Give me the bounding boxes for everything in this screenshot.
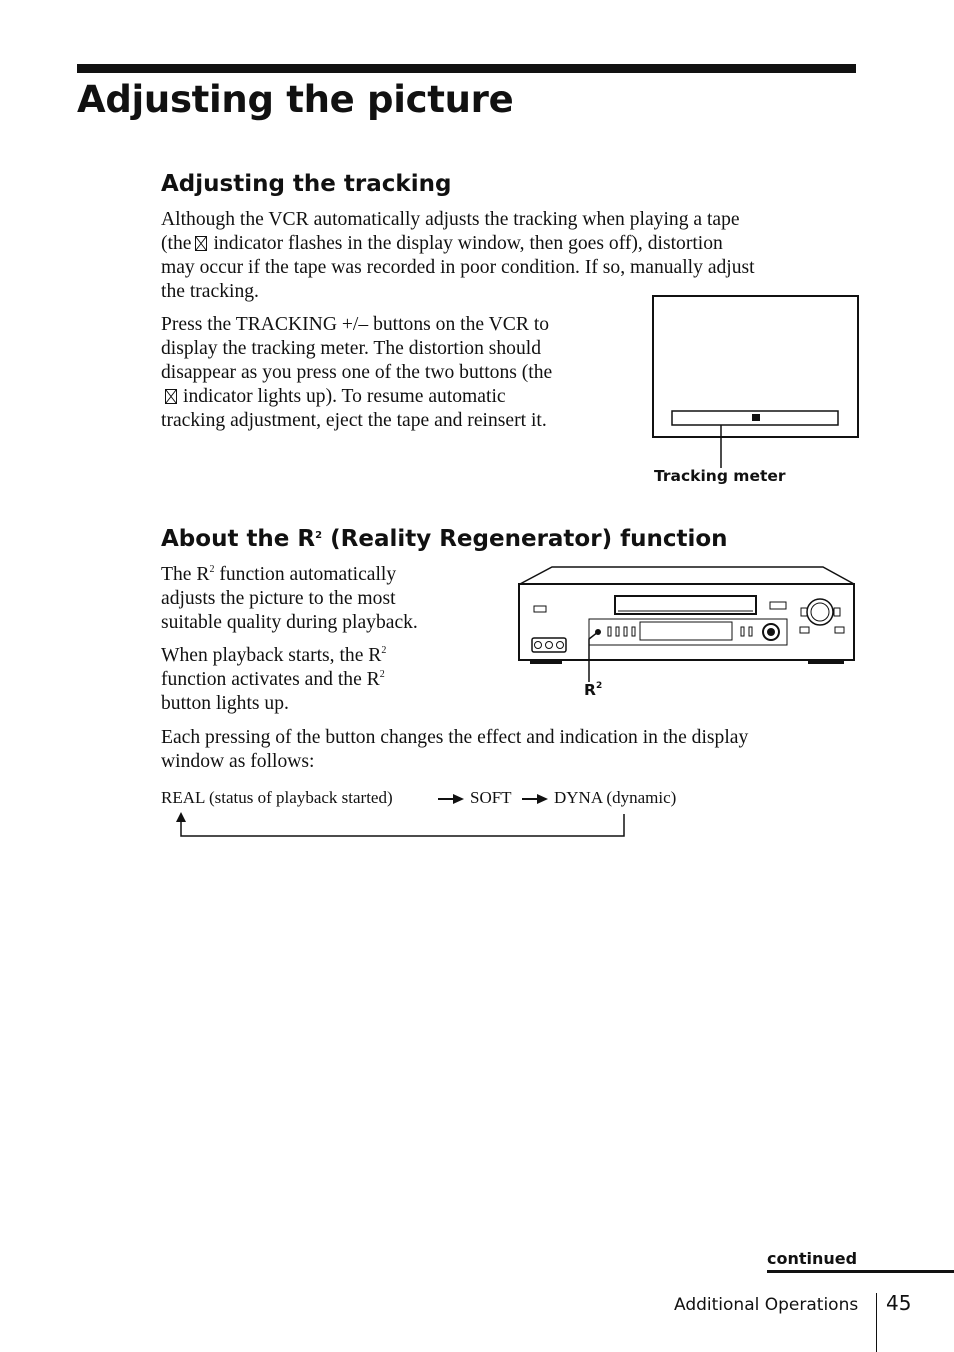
text-fragment: indicator lights up). To resume automatic [183,386,506,407]
r2-paragraph-1 [161,563,481,635]
text-line: adjusts the picture to the most [161,588,396,609]
text-fragment: The R [161,564,210,585]
vcr-foot [808,660,844,664]
text-line: tracking adjustment, eject the tape and reinsert it. [161,410,547,431]
footer-divider [876,1293,877,1352]
text-line: window as follows: [161,751,315,772]
superscript: 2 [209,564,215,575]
arrow-right-icon [437,792,465,806]
title-rule [77,64,856,73]
tracking-indicator-icon [165,389,177,404]
text-line [161,668,481,692]
vcr-foot [530,660,562,664]
tracking-meter-figure [650,294,862,470]
text-line: Press the TRACKING +/– buttons on the VCR to [161,314,550,335]
text-fragment: function activates and the R [161,669,380,690]
loop-back-arrow [172,810,630,840]
continued-label: continued [767,1249,858,1268]
text-line: disappear as you press one of the two buttons (the [161,362,553,383]
superscript: 2 [595,681,603,691]
page-number: 45 [886,1291,912,1315]
superscript: 2 [379,669,385,680]
tracking-meter-marker [752,414,760,421]
text-line [161,232,861,256]
text-line: may occur if the tape was recorded in poor condition. If so, manually adjust [161,257,755,278]
footer-section-name: Additional Operations [674,1295,859,1315]
r2-button-label [584,681,602,699]
r2-paragraph-2 [161,644,481,716]
text-line [161,644,481,668]
text-line: suitable quality during playback. [161,612,418,633]
jog-knob-center [767,628,775,636]
r2-paragraph-3 [161,726,861,774]
text-line [161,385,631,409]
sequence-step-soft: SOFT [470,788,512,807]
tracking-meter-label: Tracking meter [654,467,786,485]
superscript: 2 [315,530,323,541]
label-fragment: R [584,681,596,699]
heading-fragment: About the R [161,526,316,552]
tracking-paragraph-2 [161,313,631,433]
text-fragment: (the [161,233,192,254]
text-line: Each pressing of the button changes the effect and indication in the display [161,727,749,748]
text-fragment: When playback starts, the R [161,645,382,666]
text-line: display the tracking meter. The distortion should [161,338,542,359]
text-line: the tracking. [161,281,259,302]
tracking-paragraph-1 [161,208,861,304]
sequence-step-real: REAL (status of playback started) [161,788,393,807]
tracking-indicator-icon [195,236,207,251]
text-line: Although the VCR automatically adjusts the tracking when playing a tape [161,209,740,230]
vcr-front-panel-figure [516,564,858,696]
sequence-step-dyna: DYNA (dynamic) [554,788,677,807]
text-fragment: indicator flashes in the display window, then goes off), distortion [213,233,723,254]
section-heading-r2 [161,526,728,552]
page-title: Adjusting the picture [77,78,514,121]
text-fragment: function automatically [214,564,397,585]
arrow-right-icon [521,792,549,806]
section-heading-tracking: Adjusting the tracking [161,171,452,197]
text-line: button lights up. [161,693,289,714]
continued-rule [767,1270,954,1273]
text-line [161,563,481,587]
heading-fragment: (Reality Regenerator) function [322,526,728,552]
superscript: 2 [381,645,387,656]
vcr-top-bevel [520,567,854,584]
